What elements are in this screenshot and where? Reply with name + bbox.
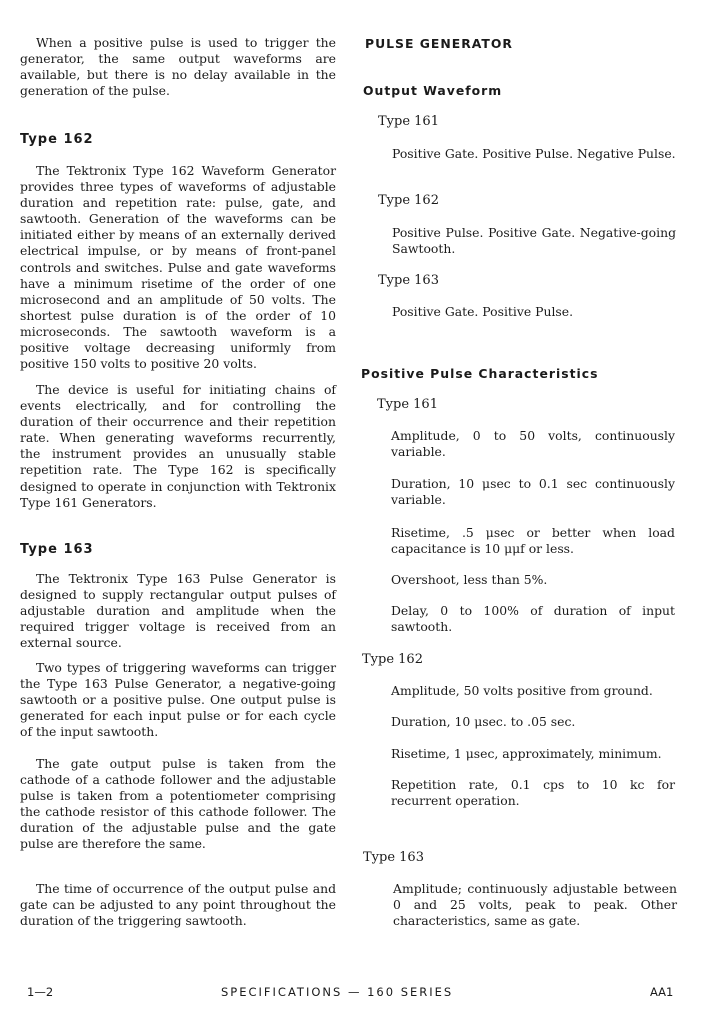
type-162-paragraph-1: The Tektronix Type 162 Waveform Generator provides three types of waveforms of adjustable duration and repetition rate: pulse, gate, and sawtooth. Generation of the waveforms can be initiated either by means of an externally derived electrical impulse, or by means of front-panel controls and switches. Pulse and gate waveforms have a minimum risetime of the order of one microsecond and an amplitude of 50 volts. The shortest pulse duration is of the order of 10 microseconds. The sawtooth waveform is a positive voltage decreasing uniformly from positive 150 volts to positive 20 volts.: [20, 163, 336, 372]
ppc-161-duration: Duration, 10 μsec to 0.1 sec continuously variable.: [391, 476, 675, 508]
pulse-generator-title: PULSE GENERATOR: [365, 36, 513, 51]
ppc-161-delay: Delay, 0 to 100% of duration of input sawtooth.: [391, 603, 675, 635]
type-162-heading: Type 162: [20, 132, 94, 147]
ow-type-162-label: Type 162: [378, 193, 439, 208]
ppc-163-amplitude: Amplitude; continuously adjustable between 0 and 25 volts, peak to peak. Other characteristics, same as gate.: [393, 881, 677, 929]
type-162-paragraph-2: The device is useful for initiating chains of events electrically, and for controlling the duration of their occurrence and their repetition rate. When generating waveforms recurrently, the instrument provides an unusually stable repetition rate. The Type 162 is specifically designed to operate in conjunction with Tektronix Type 161 Generators.: [20, 382, 336, 510]
footer-title: SPECIFICATIONS — 160 SERIES: [221, 985, 454, 999]
type-163-paragraph-1: The Tektronix Type 163 Pulse Generator is designed to supply rectangular output pulses of adjustable duration and amplitude when the required trigger voltage is received from an external source.: [20, 571, 336, 651]
positive-pulse-characteristics-heading: Positive Pulse Characteristics: [361, 366, 599, 381]
ppc-161-overshoot: Overshoot, less than 5%.: [391, 572, 548, 587]
ppc-162-amplitude: Amplitude, 50 volts positive from ground.: [391, 683, 653, 698]
ppc-type-163-label: Type 163: [363, 850, 424, 865]
footer-code: AA1: [650, 985, 674, 999]
ow-type-163-label: Type 163: [378, 273, 439, 288]
page-footer: [0, 985, 703, 1005]
ppc-162-risetime: Risetime, 1 μsec, approximately, minimum.: [391, 746, 662, 761]
ppc-type-161-label: Type 161: [377, 397, 438, 412]
ow-type-163-text: Positive Gate. Positive Pulse.: [392, 304, 574, 319]
ppc-162-repetition-rate: Repetition rate, 0.1 cps to 10 kc for recurrent operation.: [391, 777, 675, 809]
ppc-162-duration: Duration, 10 μsec. to .05 sec.: [391, 714, 576, 729]
intro-paragraph: When a positive pulse is used to trigger the generator, the same output waveforms are available, but there is no delay available in the generation of the pulse.: [20, 35, 336, 99]
ppc-type-162-label: Type 162: [362, 652, 423, 667]
ppc-161-amplitude: Amplitude, 0 to 50 volts, continuously variable.: [391, 428, 675, 460]
ow-type-162-text: Positive Pulse. Positive Gate. Negative-going Sawtooth.: [392, 225, 676, 257]
output-waveform-heading: Output Waveform: [363, 83, 503, 98]
ow-type-161-text: Positive Gate. Positive Pulse. Negative Pulse.: [392, 146, 676, 161]
type-163-paragraph-4: The time of occurrence of the output pulse and gate can be adjusted to any point throughout the duration of the triggering sawtooth.: [20, 881, 336, 929]
page-number: 1—2: [27, 985, 54, 999]
ppc-161-risetime: Risetime, .5 μsec or better when load capacitance is 10 μμf or less.: [391, 525, 675, 557]
type-163-paragraph-3: The gate output pulse is taken from the cathode of a cathode follower and the adjustable pulse is taken from a potentiometer comprising the cathode resistor of this cathode follower. The duration of the adjustable pulse and the gate pulse are therefore the same.: [20, 756, 336, 852]
ow-type-161-label: Type 161: [378, 114, 439, 129]
type-163-heading: Type 163: [20, 542, 94, 557]
type-163-paragraph-2: Two types of triggering waveforms can trigger the Type 163 Pulse Generator, a negative-going sawtooth or a positive pulse. One output pulse is generated for each input pulse or for each cycle of the input sawtooth.: [20, 660, 336, 740]
